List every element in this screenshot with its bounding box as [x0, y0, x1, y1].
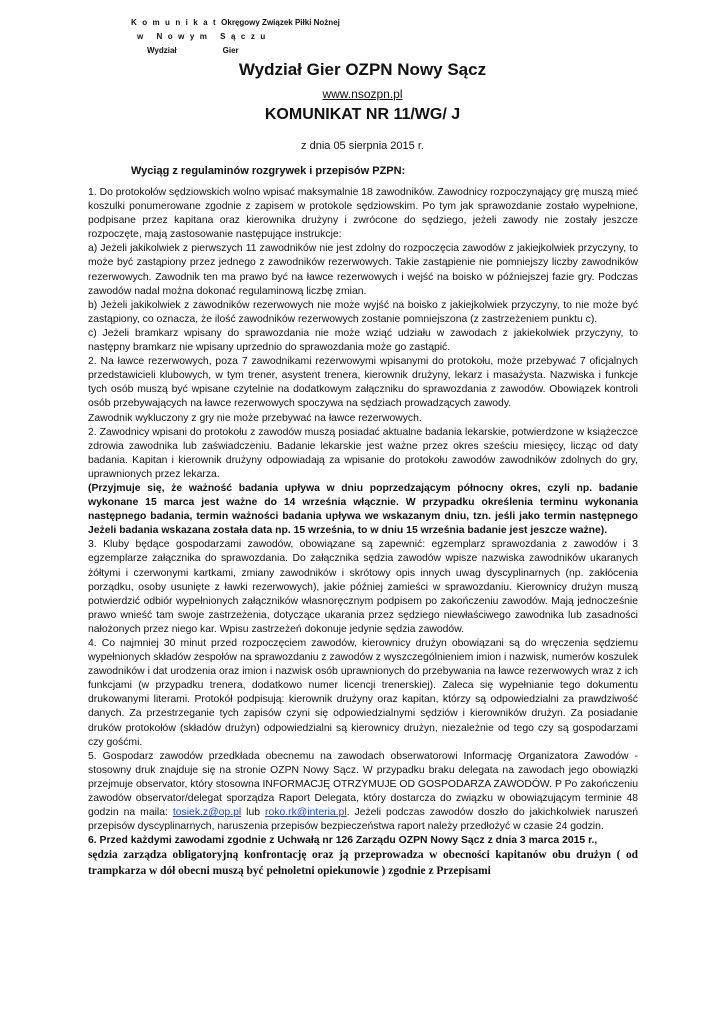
letterhead-organization: Okręgowy Związek Piłki Nożnej: [221, 18, 340, 27]
letterhead: [131, 16, 340, 58]
website-link[interactable]: www.nsozpn.pl: [322, 87, 403, 101]
paragraph-2-medical: 2. Zawodnicy wpisani do protokołu z zawodów muszą posiadać aktualne badania lekarskie, potwierdzone w książeczce zdrowia zawodnika lub zaświadczeniu. Badanie lekarskie jest ważne przez okres sześciu miesięcy, licząc od daty badania. Kapitan i kierownik drużyny odpowiadają za wpisanie do protokołu zawodów zawodników zdolnych do gry, uprawnionych przez lekarza.: [88, 426, 638, 480]
letterhead-department-games: Gier: [222, 46, 239, 55]
paragraph-2-bold-note: (Przyjmuje się, że ważność badania upływa w dniu poprzedzającym północny okres, czyli np. badanie wykonane 15 marca jest ważne do 14 września włącznie. W przypadku określenia terminu wykonania następnego badania, termin ważności badania upływa we wskazanym dniu, tzn. jeśli jako termin następnego Jeżeli badania wskazana została data np. 15 września, to w dniu 15 września badanie jest jeszcze ważne).: [88, 482, 638, 537]
paragraph-1b: b) Jeżeli jakikolwiek z zawodników rezerwowych nie może wyjść na boisko z jakiejkolwiek przyczyny, to nie może być zastąpiony, co oznacza, że ilość zawodników rezerwowych zostanie pomniejszona (z zastrzeżeniem punktu c).: [88, 299, 638, 325]
document-body: [88, 186, 638, 879]
letterhead-line-3: [131, 44, 340, 58]
paragraph-1c: c) Jeżeli bramkarz wpisany do sprawozdania nie może wziąć udziału w zawodach z jakiekolwiek przyczyny, to następny bramkarz nie wpisany uprzednio do sprawozdania może go zastąpić.: [88, 327, 638, 354]
paragraph-3: 3. Kluby będące gospodarzami zawodów, obowiązane są zapewnić: egzemplarz sprawozdania z zawodów i 3 egzemplarze załącznika do sprawozdania. Do załącznika sędzia zawodów wpisze nazwiska zawodników ukaranych żółtymi i czerwonymi kartkami, zmiany zawodników i skrótowy opis innych uwag dyscyplinarnych (np. zakłócenia porządku, osoby usunięte z ławki rezerwowych), jakie później zamieści w sprawozdaniu. Kierownicy drużyn muszą potwierdzić odbiór wypełnionych załączników własnoręcznym podpisem po zakończeniu zawodów. Mają jednocześnie prawo wnieść tam swoje zastrzeżenia, dotyczące ukarania przez sędziego niewłaściwego zawodnika lub zasadności nałożonych przez niego kar. Wpisu zastrzeżeń dokonuje jedynie sędzia zawodów.: [88, 539, 638, 635]
letterhead-department: Wydział: [147, 46, 177, 55]
paragraph-2-note: Zawodnik wykluczony z gry nie może przebywać na ławce rezerwowych.: [88, 412, 422, 424]
letterhead-line-1: [131, 16, 340, 30]
komunikat-number: KOMUNIKAT NR 11/WG/ J: [264, 106, 461, 123]
paragraph-6-heading: 6. Przed każdymi zawodami zgodnie z Uchwałą nr 126 Zarządu OZPN Nowy Sącz z dnia 3 marca 2015 r.,: [88, 835, 598, 847]
paragraph-6-text: sędzia zarządza obligatoryjną konfrontację oraz ją przeprowadza w obecności kapitanów obu drużyn ( od trampkarza w dół obecni muszą być pełnoletni opiekunowie ) zgodnie z Przepisami: [88, 849, 638, 877]
document-title: Wydział Gier OZPN Nowy Sącz: [238, 60, 487, 79]
letterhead-komunikat: K o m u n i k a t: [131, 18, 218, 27]
paragraph-1a: a) Jeżeli jakikolwiek z pierwszych 11 zawodników nie jest zdolny do rozpoczęcia zawodów z jakiejkolwiek przyczyny, to może być zastąpiony przez jednego z zawodników rezerwowych. Takie zastąpienie nie pomniejszy liczby zawodników rezerwowych. Zawodnik ten ma prawo być na ławce rezerwowych i wejść na boisko w późniejszej fazie gry. Podczas zawodów nadal można dokonać regulaminową liczbę zmian.: [88, 243, 638, 297]
document-date: z dnia 05 sierpnia 2015 r.: [301, 140, 424, 152]
letterhead-line-2: w Nowym Sączu: [137, 32, 271, 41]
email-link-tosiek[interactable]: tosiek.z@op.pl: [172, 807, 242, 819]
paragraph-5-text-or: lub: [241, 807, 266, 819]
paragraph-5-text-end: . Jeżeli podczas zawodów doszło do jakichkolwiek naruszeń przepisów dyscyplinarnych, naruszenia przepisów bezpieczeństwa raport należy przedłożyć w czasie 24 godzin.: [88, 807, 639, 833]
paragraph-5: [88, 750, 638, 835]
paragraph-5-text-start: 5. Gospodarz zawodów przedkłada obecnemu na zawodach obserwatorowi Informację Organizatora Zawodów - stosowny druk znajduje się na stronie OZPN Nowy Sącz. W przypadku braku delegata na zawodach jego obowiązki przejmuje observator, który stosowna INFORMACJĘ OTRZYMUJE OD GOSPODARZA ZAWODÓW. P Po zakończeniu zawodów observator/delegat sporządza Raport Delegata, który dostarcza do związku w obowiązującym terminie 48 godzin na maila:: [88, 750, 638, 819]
section-subtitle: Wyciąg z regulaminów rozgrywek i przepisów PZPN:: [131, 165, 406, 177]
email-link-roko[interactable]: roko.rk@interia.pl: [265, 807, 347, 819]
paragraph-4: 4. Co najmniej 30 minut przed rozpoczęciem zawodów, kierownicy drużyn obowiązani są do wręczenia sędziemu wypełnionych składów zespołów na sprawozdaniu z zawodów z wyszczególnieniem imion i nazwisk, numerów koszulek zawodników i dat urodzenia oraz imion i nazwisk osób uprawnionych do przebywania na ławce rezerwowych wraz z ich funkcjami (w przypadku trenera, dodatkowo numer licencji trenerskiej). Zaleca się wypełnianie tego dokumentu drukowanymi literami. Protokół podpisują: kierownik drużyny oraz kapitan, którzy są odpowiedzialni za prawdziwość danych. Za przestrzeganie tych zapisów czyni się odpowiedzialnymi sędziów i kierowników drużyn. Za posiadanie druków protokołów (składów drużyn) odpowiedzialni są kierownicy drużyn, niezależnie od tego czy są gospodarzami czy gośćmi.: [88, 638, 638, 748]
paragraph-1: 1. Do protokołów sędziowskich wolno wpisać maksymalnie 18 zawodników. Zawodnicy rozpoczynający grę muszą mieć koszulki ponumerowane zgodnie z zapisem w protokole sędziowskim. Po tym jak sprawozdanie zostało wypełnione, podpisane przez kapitana oraz kierownika drużyny i zwrócone do sędziego, jeżeli zawody nie zostały jeszcze rozpoczęte, mają zastosowanie następujące instrukcje:: [88, 187, 638, 241]
paragraph-2: 2. Na ławce rezerwowych, poza 7 zawodnikami rezerwowymi wpisanymi do protokołu, może przebywać 7 oficjalnych przedstawicieli klubowych, w tym trener, asystent trenera, kierownik drużyny, lekarz i masażysta. Nazwiska i funkcje tych osób muszą być wpisane czytelnie na dodatkowym załączniku do sprawozdania z zawodów. Obowiązek kontroli osób przebywających na ławce rezerwowych spoczywa na sędziach prowadzących zawody.: [88, 356, 638, 410]
website-link-row: [0, 87, 725, 101]
